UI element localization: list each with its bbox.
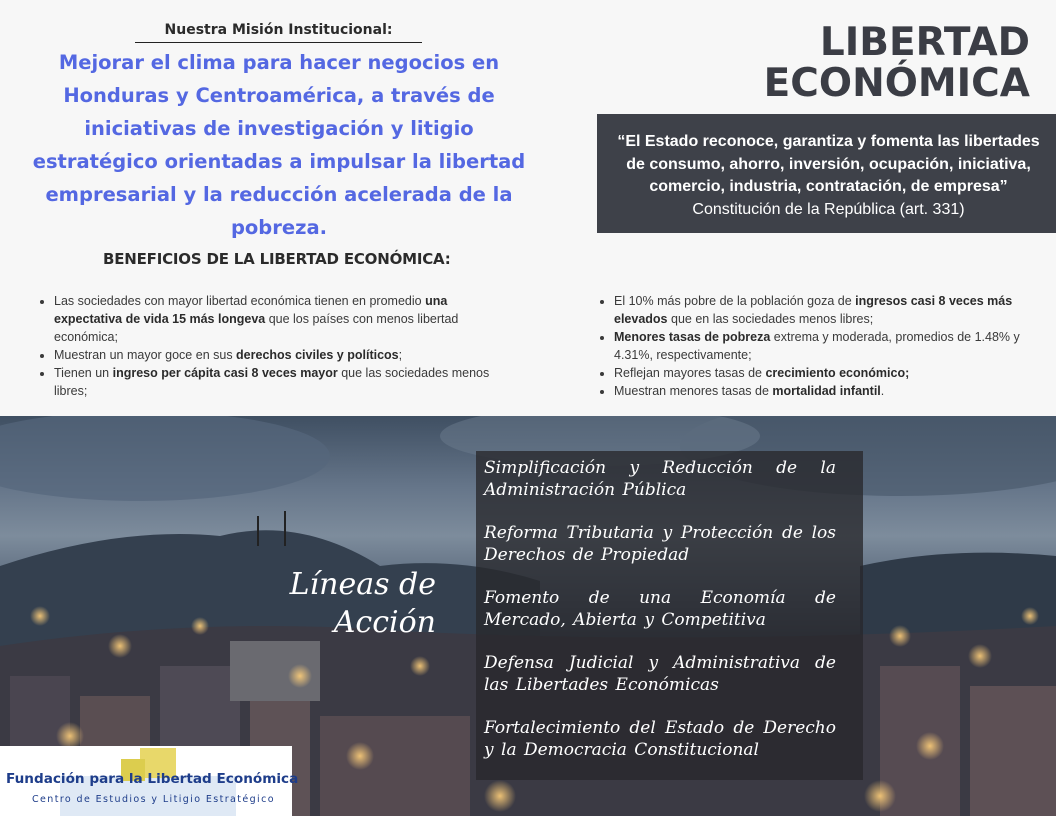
list-item: • Muestran menores tasas de mortalidad infantil. (614, 382, 1034, 400)
benefits-list-left (36, 292, 494, 400)
linea-item: Fomento de una Economía de Mercado, Abierta y Competitiva (484, 588, 836, 630)
page-title (764, 22, 1030, 104)
linea-item: Defensa Judicial y Administrativa de las Libertades Económicas (484, 653, 836, 695)
lineas-title (260, 566, 436, 642)
linea-item: Reforma Tributaria y Protección de los Derechos de Propiedad (484, 523, 836, 565)
list-item: • Tienen un ingreso per cápita casi 8 veces mayor que las sociedades menos libres; (54, 364, 494, 400)
list-item: • Menores tasas de pobreza extrema y moderada, promedios de 1.48% y 4.31%, respectivamente; (614, 328, 1034, 364)
title-line-2: ECONÓMICA (763, 61, 1030, 106)
lineas-panel (476, 451, 863, 780)
list-item: • Reflejan mayores tasas de crecimiento económico; (614, 364, 1034, 382)
linea-item: Simplificación y Reducción de la Administración Pública (484, 458, 836, 500)
quote-source: Constitución de la República (art. 331) (692, 200, 965, 218)
constitution-quote (597, 114, 1056, 233)
title-line-1: LIBERTAD (819, 20, 1030, 65)
lineas-title-line-2: Acción (333, 605, 436, 640)
list-item: • El 10% más pobre de la población goza de ingresos casi 8 veces más elevados que en las sociedades menos libres; (614, 292, 1034, 328)
quote-text: “El Estado reconoce, garantiza y fomenta las libertades de consumo, ahorro, inversión, ocupación, iniciativa, comercio, industria, contratación, de empresa” (617, 133, 1040, 195)
linea-item: Fortalecimiento del Estado de Derecho y la Democracia Constitucional (484, 718, 836, 760)
lineas-title-line-1: Líneas de (289, 567, 436, 602)
list-item: • Las sociedades con mayor libertad económica tienen en promedio una expectativa de vida 15 más longeva que los países con menos libertad económica; (54, 292, 494, 346)
foundation-logo (0, 746, 299, 816)
mission-label: Nuestra Misión Institucional: (135, 22, 422, 43)
logo-tagline: Centro de Estudios y Litigio Estratégico (32, 794, 275, 805)
list-item: • Muestran un mayor goce en sus derechos civiles y políticos; (54, 346, 494, 364)
logo-name: Fundación para la Libertad Económica (6, 771, 299, 787)
benefits-list-right (596, 292, 1034, 400)
benefits-heading: BENEFICIOS DE LA LIBERTAD ECONÓMICA: (103, 250, 451, 268)
mission-text: Mejorar el clima para hacer negocios en Honduras y Centroamérica, a través de iniciativas de investigación y litigio estratégico orientadas a impulsar la libertad empresarial y la reducción acelerada de la pobreza. (32, 51, 526, 239)
